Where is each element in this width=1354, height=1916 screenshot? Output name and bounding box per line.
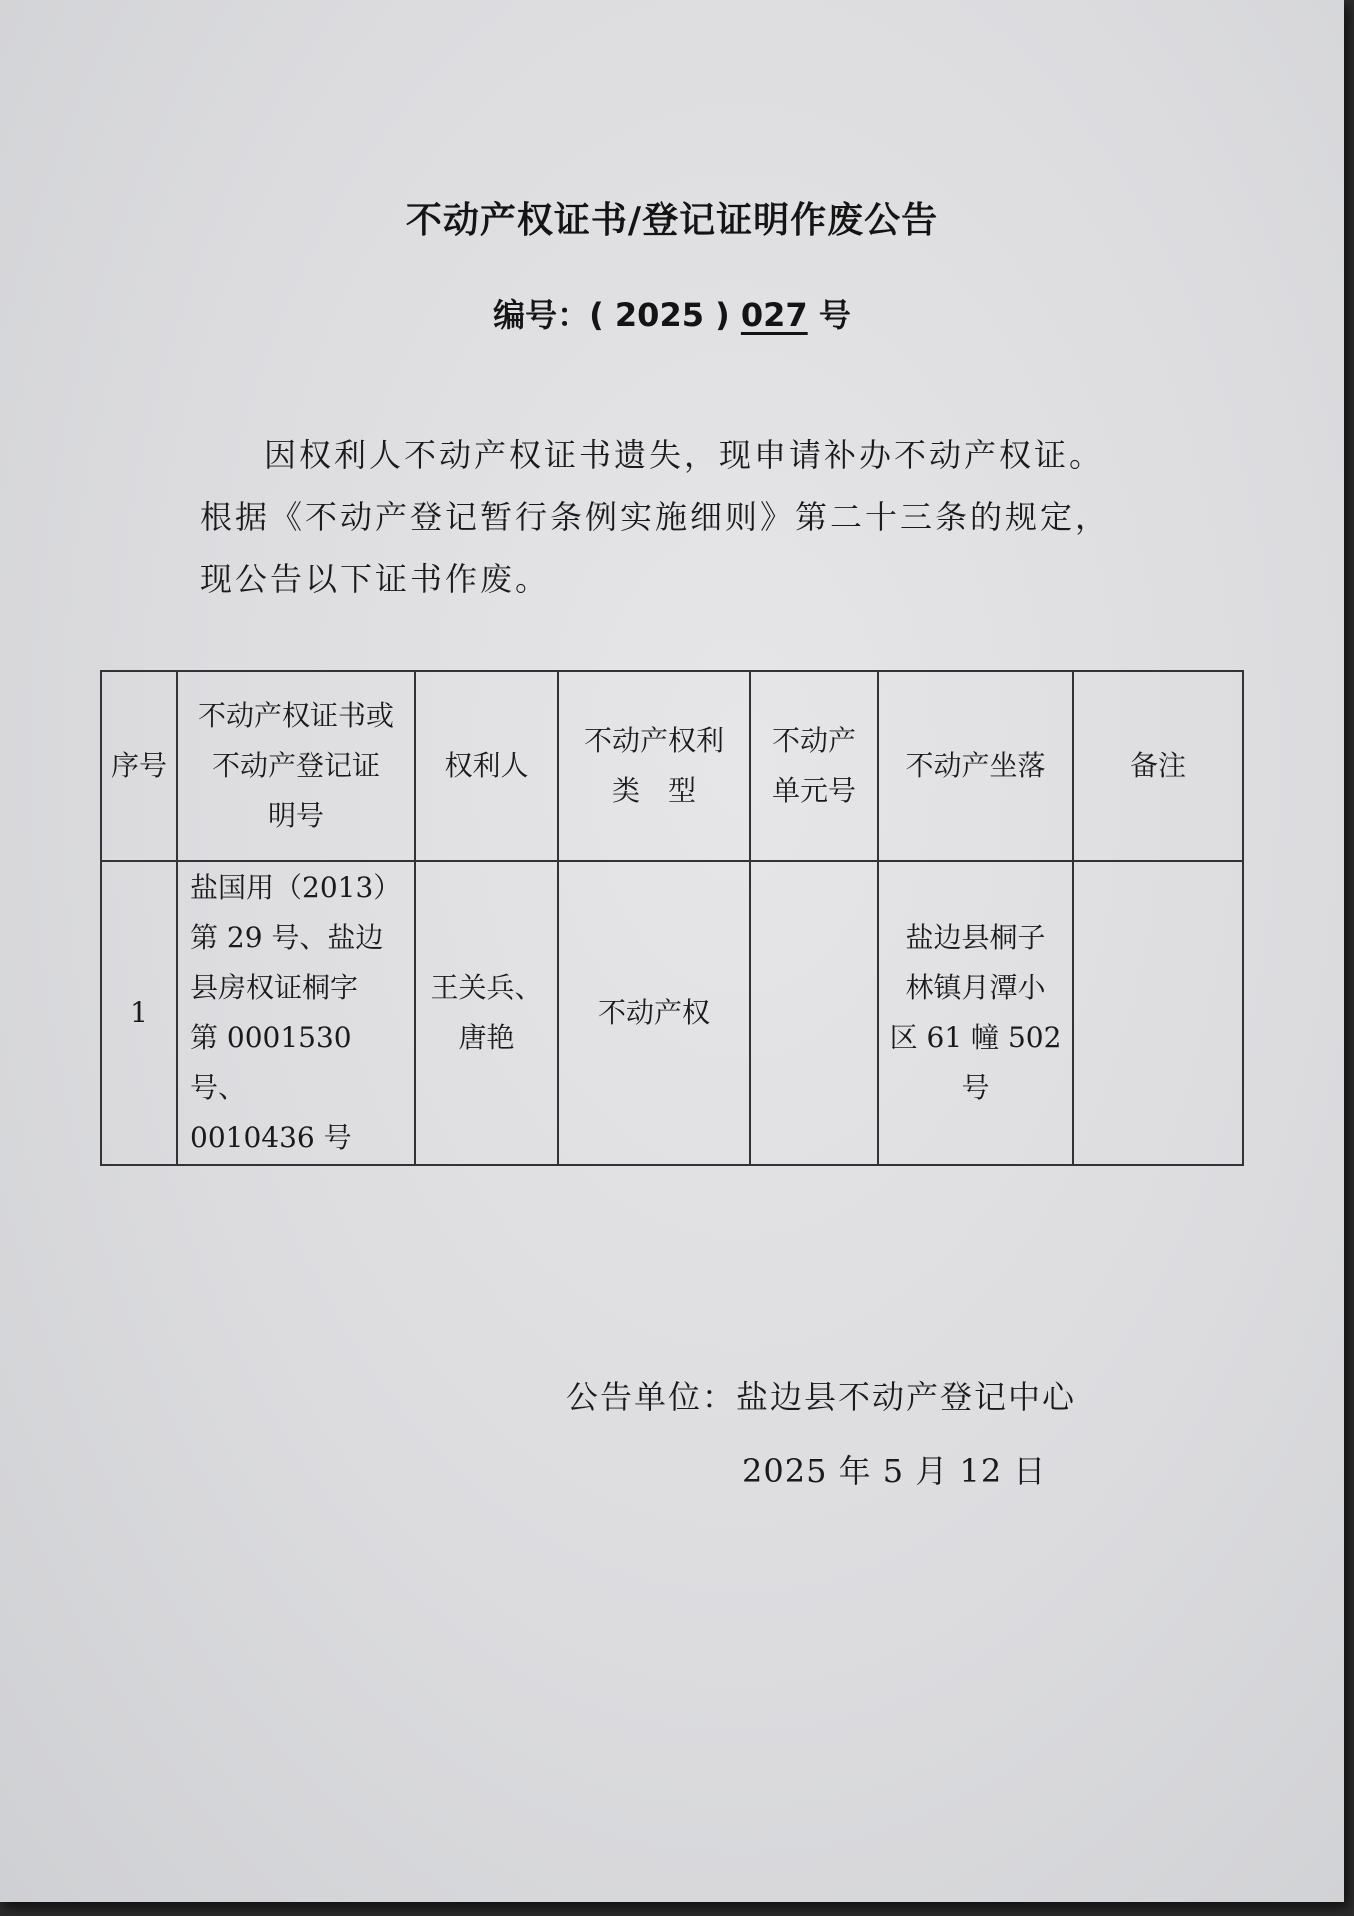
cell-holder: [415, 861, 558, 1165]
header-remarks: 备注: [1073, 671, 1243, 861]
header-cert-no-line: 不动产登记证: [211, 749, 380, 782]
cell-location: [878, 861, 1073, 1165]
header-location: 不动产坐落: [878, 671, 1073, 861]
doc-number-value: 027: [740, 296, 808, 334]
cell-cert-no: [177, 861, 415, 1165]
notice-body: [200, 424, 1180, 610]
header-unit-no-line: 单元号: [771, 774, 856, 807]
header-cert-no: [177, 671, 415, 861]
cert-no-line: 第 29 号、盐边: [190, 921, 384, 954]
table-row: [101, 861, 1243, 1165]
header-seq: 序号: [101, 671, 177, 861]
location-line: 盐边县桐子: [905, 921, 1046, 954]
cell-unit-no: [750, 861, 878, 1165]
body-line-2: 根据《不动产登记暂行条例实施细则》第二十三条的规定，: [200, 498, 1111, 536]
header-right-type-line: 类 型: [611, 774, 696, 807]
cell-seq: 1: [101, 861, 177, 1165]
doc-number-prefix: 编号：( 2025 ): [493, 296, 741, 334]
table-header-row: [101, 671, 1243, 861]
void-certificate-table: [100, 670, 1244, 1166]
header-right-type: [558, 671, 750, 861]
body-line-3: 现公告以下证书作废。: [200, 560, 551, 598]
header-unit-no-line: 不动产: [771, 724, 856, 757]
document-title: 不动产权证书/登记证明作废公告: [405, 200, 939, 241]
cell-right-type: 不动产权: [558, 861, 750, 1165]
cert-no-line: 0010436 号: [190, 1121, 352, 1154]
issue-date: 2025 年 5 月 12 日: [742, 1452, 1047, 1490]
issuing-unit: 公告单位：盐边县不动产登记中心: [566, 1378, 1077, 1416]
document-number: [0, 290, 1344, 336]
body-line-1: 因权利人不动产权证书遗失，现申请补办不动产权证。: [264, 436, 1105, 474]
holder-line: 唐艳: [458, 1021, 515, 1054]
header-holder: 权利人: [415, 671, 558, 861]
cell-remarks: [1073, 861, 1243, 1165]
cert-no-line: 盐国用（2013）: [190, 871, 402, 904]
header-right-type-line: 不动产权利: [583, 724, 724, 757]
cert-no-line: 第 0001530 号、: [190, 1021, 352, 1104]
header-unit-no: [750, 671, 878, 861]
header-cert-no-line: 不动产权证书或: [197, 699, 394, 732]
cert-no-line: 县房权证桐字: [190, 971, 359, 1004]
location-line: 号: [961, 1071, 990, 1104]
location-line: 区 61 幢 502: [889, 1021, 1062, 1054]
location-line: 林镇月潭小: [905, 971, 1046, 1004]
doc-number-suffix: 号: [807, 296, 851, 334]
header-cert-no-line: 明号: [267, 799, 324, 832]
holder-line: 王关兵、: [430, 971, 543, 1004]
